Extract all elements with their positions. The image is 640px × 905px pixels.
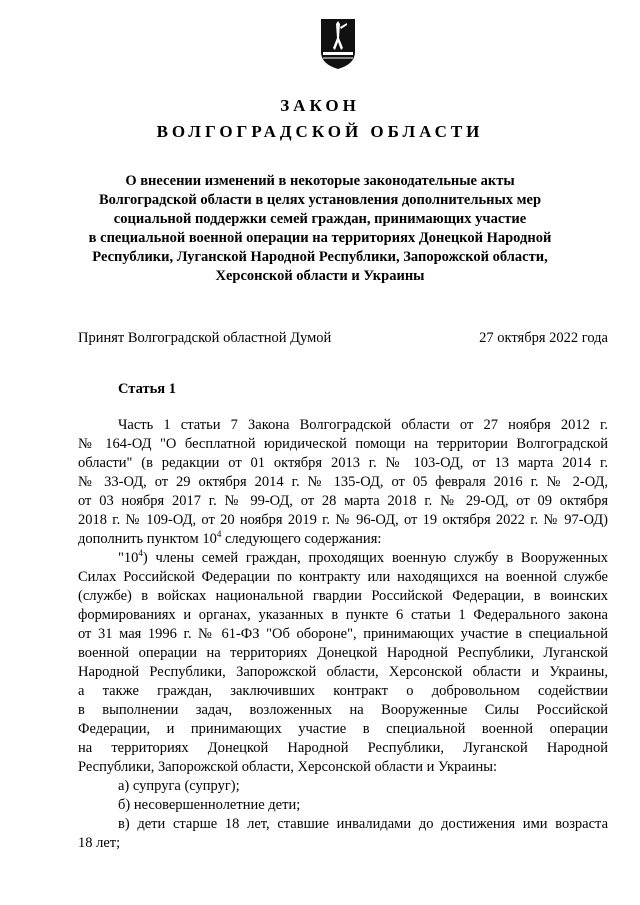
subject-line: в специальной военной операции на территориях Донецкой Народной (88, 230, 552, 246)
subject-line: Херсонской области и Украины (215, 268, 425, 284)
text-line: от 31 мая 1996 г. № 61-ФЗ "Об обороне", принимающих участие в специальной (78, 626, 608, 642)
article-body (78, 416, 608, 853)
subject-line: Республики, Луганской Народной Республики, Запорожской области, (92, 249, 548, 265)
text-line: формированиях и органах, указанных в пункте 6 статьи 1 Федерального закона (78, 607, 608, 623)
text-line: № 33-ОД, от 29 октября 2014 г. № 135-ОД, от 05 февраля 2016 г. № 2-ОД, (78, 474, 608, 490)
text-line: № 164-ОД "О бесплатной юридической помощи на территории Волгоградской (78, 436, 608, 452)
text-line: военной операции на территориях Донецкой Народной Республики, Луганской (78, 645, 608, 661)
text-line: дополнить пунктом $10^4$ следующего содержания: (78, 529, 382, 547)
article-heading: Статья 1 (118, 381, 176, 397)
subject-line: Волгоградской области в целях установления дополнительных мер (98, 192, 542, 208)
text-line: Народной Республики, Запорожской области, Херсонской области и Украины, (78, 664, 608, 680)
list-item: в) дети старше 18 лет, ставшие инвалидами до достижения ими возраста (118, 816, 608, 832)
adopting-body: Принят Волгоградской областной Думой (78, 330, 332, 346)
law-subject (60, 172, 580, 286)
text-line: Силах Российской Федерации по контракту или находящихся на военной службе (78, 569, 608, 585)
text-line: Федерации, и принимающих участие в специальной военной операции (78, 721, 608, 737)
volgograd-coat-of-arms-icon (320, 18, 356, 70)
text-line: а также граждан, заключивших контракт о добровольном содействии (78, 683, 608, 699)
subject-line: О внесении изменений в некоторые законодательные акты (125, 173, 515, 189)
text-line: от 03 ноября 2017 г. № 99-ОД, от 28 марта 2018 г. № 29-ОД, от 09 октября (78, 493, 608, 509)
text-line: 2018 г. № 109-ОД, от 20 ноября 2019 г. № 96-ОД, от 19 октября 2022 г. № 97-ОД) (78, 512, 608, 528)
adoption-date: 27 октября 2022 года (479, 330, 608, 346)
list-item: а) супруга (супруг); (118, 778, 240, 794)
text-line: на территориях Донецкой Народной Республики, Луганской Народной (78, 740, 608, 756)
adoption-line (78, 330, 608, 347)
quote-first-line: "$10^4$) члены семей граждан, проходящих военную службу в Вооруженных (118, 548, 608, 566)
text-line: Республики, Запорожской области, Херсонской области и Украины: (78, 759, 497, 775)
region-title: ВОЛГОГРАДСКОЙ ОБЛАСТИ (156, 122, 484, 141)
subject-line: социальной поддержки семей граждан, принимающих участие (113, 211, 527, 227)
law-title: ЗАКОН (280, 96, 360, 115)
text-line: (службе) в войсках национальной гвардии Российской Федерации, в воинских (78, 588, 608, 604)
list-item: б) несовершеннолетние дети; (118, 797, 301, 813)
text-line: Часть 1 статьи 7 Закона Волгоградской области от 27 ноября 2012 г. (118, 417, 608, 433)
list-item-tail: 18 лет; (78, 835, 121, 851)
text-line: области" (в редакции от 01 октября 2013 г. № 103-ОД, от 13 марта 2014 г. (78, 455, 608, 471)
text-line: в выполнении задач, возложенных на Вооруженные Силы Российской (78, 702, 608, 718)
